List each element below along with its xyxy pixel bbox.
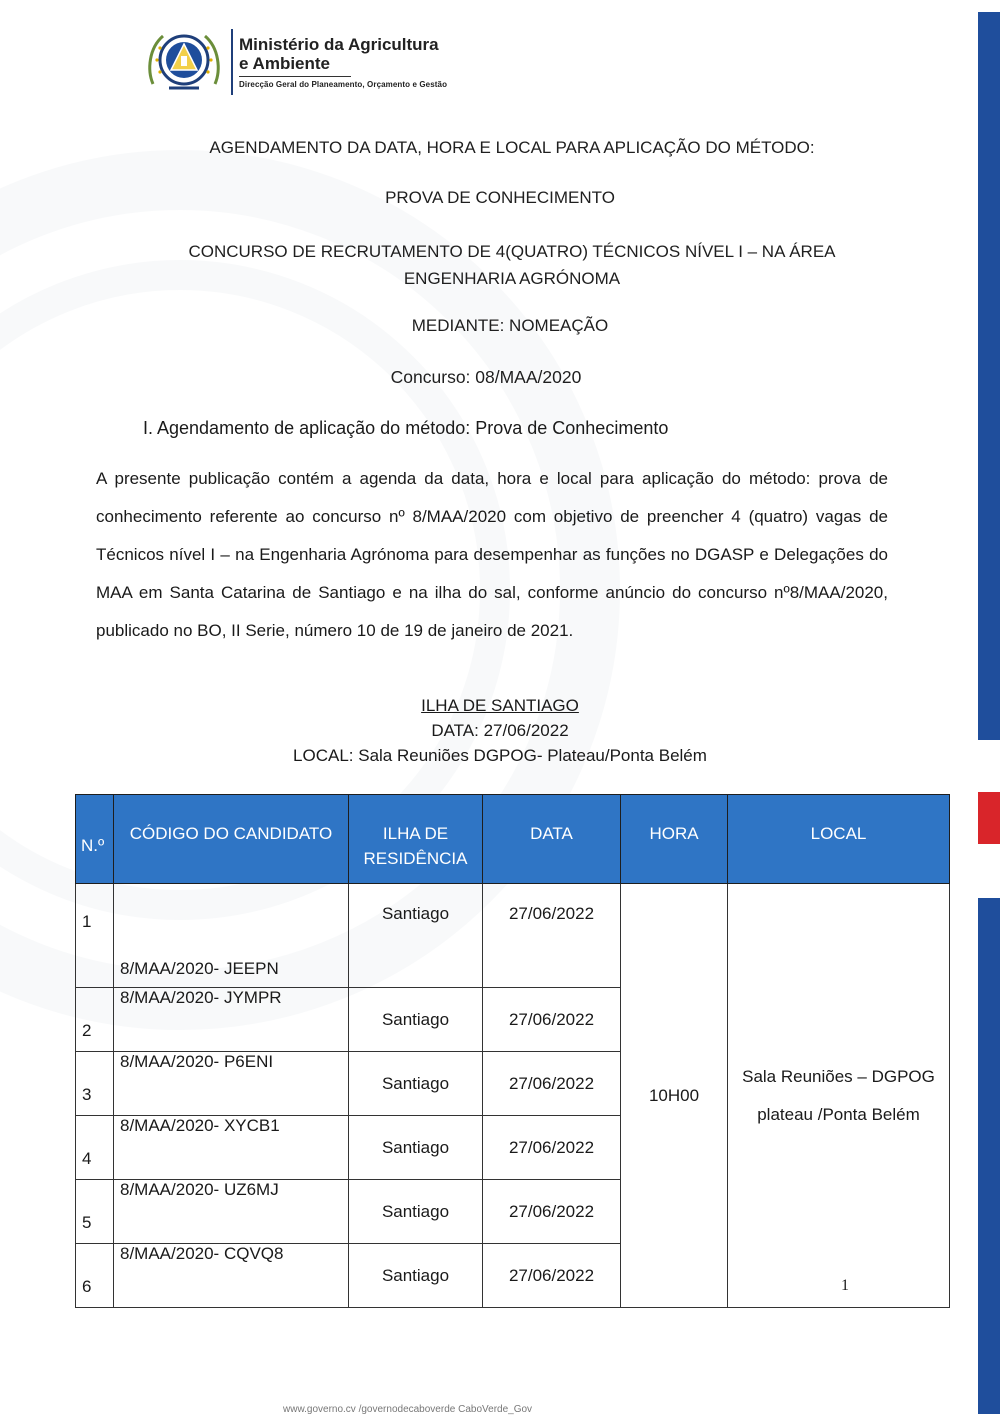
coat-of-arms-icon (145, 26, 223, 98)
cell-n: 4 (76, 1116, 114, 1180)
title-concurso-line2: ENGENHARIA AGRÓNOMA (403, 269, 621, 288)
cell-local (728, 884, 950, 1308)
schedule-table (75, 794, 950, 1308)
header-codigo: CÓDIGO DO CANDIDATO (114, 795, 349, 884)
cell-local-line1: Sala Reuniões – DGPOG (742, 1066, 935, 1086)
cell-n: 2 (76, 988, 114, 1052)
cell-hora: 10H00 (621, 884, 728, 1308)
direccao-geral: Direcção Geral do Planeamento, Orçamento e Gestão (239, 79, 448, 89)
title-concurso-numero: Concurso: 08/MAA/2020 (390, 367, 582, 387)
cell-local-line2: plateau /Ponta Belém (757, 1104, 920, 1124)
side-bar-red (978, 792, 1000, 844)
ministry-underline (239, 76, 351, 77)
title-concurso-recrutamento (12, 238, 1000, 292)
cell-codigo: 8/MAA/2020- XYCB1 (114, 1116, 349, 1180)
cell-data: 27/06/2022 (483, 884, 621, 988)
cell-ilha: Santiago (349, 988, 483, 1052)
ilha-info (0, 693, 1000, 768)
title-agendamento: AGENDAMENTO DA DATA, HORA E LOCAL PARA APLICAÇÃO DO MÉTODO: (209, 138, 815, 157)
ministry-name-line2: e Ambiente (239, 53, 331, 73)
page-number: 1 (841, 1277, 849, 1294)
ministry-name-block (239, 35, 447, 89)
side-bar-blue-bottom (978, 898, 1000, 1414)
cell-codigo: 8/MAA/2020- JYMPR (114, 988, 349, 1052)
cell-data: 27/06/2022 (483, 1116, 621, 1180)
cell-ilha: Santiago (349, 1244, 483, 1308)
cell-n: 1 (76, 884, 114, 988)
header-ilha-line1: ILHA DE (382, 824, 449, 843)
cell-data: 27/06/2022 (483, 1052, 621, 1116)
header-ilha-line2: RESIDÊNCIA (363, 849, 468, 868)
table-header-row (76, 795, 950, 884)
title-concurso-line1: CONCURSO DE RECRUTAMENTO DE 4(QUATRO) TÉCNICOS NÍVEL I – NA ÁREA (188, 242, 836, 261)
cell-codigo: 8/MAA/2020- JEEPN (114, 884, 349, 988)
section-heading: I. Agendamento de aplicação do método: Prova de Conhecimento (143, 418, 669, 438)
ilha-title: ILHA DE SANTIAGO (421, 696, 579, 715)
cell-ilha: Santiago (349, 1180, 483, 1244)
cell-data: 27/06/2022 (483, 1244, 621, 1308)
footer-links: www.governo.cv /governodecaboverde CaboVerde_Gov (283, 1404, 533, 1415)
header-hora: HORA (621, 795, 728, 884)
header-n: N.º (76, 795, 114, 884)
title-mediante: MEDIANTE: NOMEAÇÃO (411, 316, 609, 335)
ilha-data: DATA: 27/06/2022 (431, 721, 569, 740)
table-row (76, 884, 950, 988)
cell-codigo: 8/MAA/2020- CQVQ8 (114, 1244, 349, 1308)
cell-n: 5 (76, 1180, 114, 1244)
header-data: DATA (483, 795, 621, 884)
cell-data: 27/06/2022 (483, 1180, 621, 1244)
ministry-name-line1: Ministério da Agricultura (239, 34, 439, 54)
cell-data: 27/06/2022 (483, 988, 621, 1052)
header-local: LOCAL (728, 795, 950, 884)
cell-ilha: Santiago (349, 1052, 483, 1116)
cell-codigo: 8/MAA/2020- UZ6MJ (114, 1180, 349, 1244)
ilha-local: LOCAL: Sala Reuniões DGPOG- Plateau/Ponta Belém (293, 746, 707, 765)
cell-n: 6 (76, 1244, 114, 1308)
header-ilha (349, 795, 483, 884)
cell-ilha: Santiago (349, 884, 483, 988)
intro-paragraph: A presente publicação contém a agenda da data, hora e local para aplicação do método: prova de conhecimento referente ao concurso nº 8/MAA/2020 com objetivo de preencher 4 (quatro) vagas de Técnicos nível I – na Engenharia Agrónoma para desempenhar as funções no DGASP e Delegações do MAA em Santa Catarina de Santiago e na ilha do sal, conforme anúncio do concurso nº8/MAA/2020, publicado no BO, II Serie, número 10 de 19 de janeiro de 2021. (96, 469, 888, 640)
title-prova: PROVA DE CONHECIMENTO (385, 188, 615, 207)
header-divider (231, 29, 233, 95)
cell-codigo: 8/MAA/2020- P6ENI (114, 1052, 349, 1116)
cell-ilha: Santiago (349, 1116, 483, 1180)
letterhead (145, 24, 447, 99)
cell-n: 3 (76, 1052, 114, 1116)
